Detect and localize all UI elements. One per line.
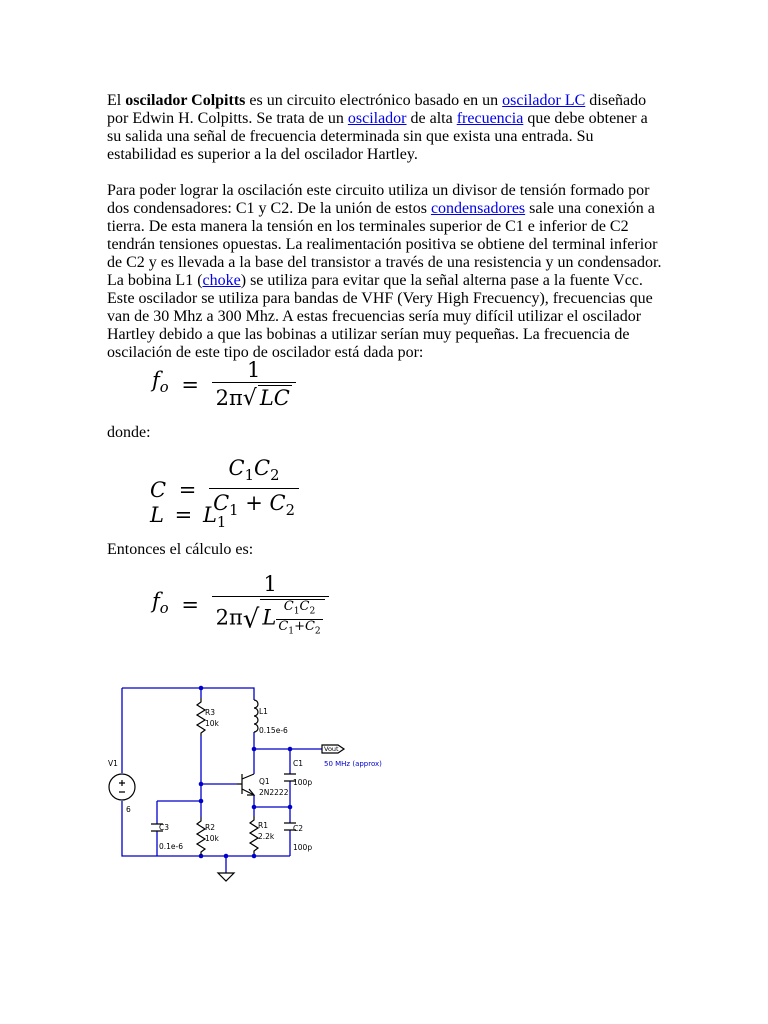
source-polarity	[119, 780, 125, 792]
junction-dot	[224, 854, 229, 859]
symbol-l: L	[262, 605, 277, 630]
plus-sign: +	[245, 491, 263, 516]
resistor-r2	[197, 817, 205, 855]
label-q1: Q1	[259, 777, 270, 786]
inner-fraction	[276, 600, 322, 638]
link-oscilador-lc[interactable]: oscilador LC	[502, 92, 586, 109]
label-r3: R3	[205, 708, 215, 717]
subscript: 2	[285, 502, 295, 520]
equals-sign: =	[181, 372, 199, 397]
ground-symbol	[218, 873, 234, 881]
text-run: sale una conexión a tierra. De esta manera la tensión en los terminales superior de C1 e inferior de C2 tendrán tensiones opuestas. La realimentación positiva se obtiene del terminal inferior de C2 y es llevada a la base del transistor a través de una resistencia y un condensador. La bobina L1 (	[107, 200, 662, 289]
label-frequency: 50 MHz (approx)	[324, 760, 382, 768]
link-oscilador[interactable]: oscilador	[347, 110, 407, 127]
fraction	[212, 358, 296, 411]
component-labels	[108, 707, 382, 852]
resistor-r1	[250, 816, 258, 854]
value-c2: 100p	[293, 843, 313, 852]
subscript: 1	[229, 502, 239, 520]
formula-lhs	[150, 478, 166, 502]
value-c3: 0.1e-6	[159, 842, 184, 851]
symbol-o: o	[159, 379, 169, 397]
subscript: 1	[293, 606, 300, 617]
two-pi: 2π	[215, 605, 243, 630]
radicand	[258, 385, 292, 410]
radicand	[260, 599, 324, 638]
fraction	[212, 572, 329, 638]
label-r1: R1	[258, 821, 268, 830]
subscript: 2	[309, 606, 316, 617]
symbol-c: C	[228, 456, 245, 480]
paragraph-intro	[107, 92, 662, 164]
text-run: que debe obtener a su salida una señal de frecuencia determinada sin que exista una entrada. Su estabilidad es superior a la del oscilador Hartley.	[107, 110, 648, 163]
junction-dot	[252, 805, 257, 810]
resistor-r3	[197, 698, 205, 736]
formula-frequency	[152, 358, 296, 411]
wire-top-rail	[122, 688, 254, 700]
symbol-lc: LC	[259, 386, 290, 410]
subscript: 1	[288, 626, 295, 637]
inductor-l1	[254, 700, 258, 732]
numerator: 1	[263, 572, 277, 596]
symbol-c: C	[278, 618, 289, 634]
formula-lhs	[152, 589, 169, 621]
value-c1: 100p	[293, 778, 313, 787]
symbol-c: C	[213, 491, 230, 516]
label-c3: C3	[159, 823, 170, 832]
text-run: El	[107, 92, 126, 109]
symbol-c: C	[283, 599, 294, 614]
transistor-base	[237, 774, 242, 794]
symbol-c: C	[253, 456, 271, 480]
value-r2: 10k	[205, 834, 219, 843]
subscript: 2	[270, 467, 280, 485]
subscript: 2	[314, 626, 321, 637]
sqrt-symbol: √	[242, 386, 257, 411]
bold-term: oscilador Colpitts	[125, 92, 246, 109]
inner-numerator	[276, 600, 322, 619]
equals-sign: =	[178, 477, 197, 502]
value-q1: 2N2222	[259, 788, 289, 797]
numerator	[209, 456, 299, 488]
voltage-source-v1	[109, 774, 135, 800]
denominator	[212, 382, 296, 411]
formula-inductance	[150, 503, 226, 535]
sqrt-symbol: √	[242, 604, 260, 635]
text-run: diseñado por Edwin H. Colpitts. Se trata de un	[107, 92, 647, 127]
two-pi: 2π	[215, 386, 243, 410]
subscript: 1	[216, 514, 227, 532]
junction-dot	[252, 854, 257, 859]
symbol-l: L	[150, 503, 164, 527]
paragraph-explanation	[107, 182, 662, 362]
transistor-leads	[242, 774, 254, 795]
link-frecuencia[interactable]: frecuencia	[456, 110, 524, 127]
formula-final	[152, 572, 329, 638]
link-choke[interactable]: choke	[202, 272, 241, 289]
inner-denominator	[276, 619, 322, 639]
junction-dot	[199, 799, 204, 804]
label-v1: V1	[108, 759, 118, 768]
symbol-c: C	[299, 599, 310, 614]
symbol-c: C	[269, 491, 286, 516]
link-condensadores[interactable]: condensadores	[430, 200, 526, 217]
text-run: ) se utiliza para evitar que la señal alterna pase a la fuente Vcc. Este oscilador se utiliza para bandas de VHF (Very High Frecuency), frecuencias que van de 30 Mhz a 300 Mhz. A estas frecuencias sería muy difícil utilizar el oscilador Hartley debido a que las bobinas a utilizar serían muy pequeñas. La frecuencia de oscilación de este tipo de oscilador está dada por:	[107, 272, 653, 361]
symbol-l: L	[202, 503, 217, 527]
numerator: 1	[247, 358, 261, 382]
text-run: de alta	[406, 110, 457, 127]
value-v1: 6	[126, 805, 131, 814]
junction-dot	[199, 686, 204, 691]
paragraph-donde: donde:	[107, 424, 151, 441]
label-r2: R2	[205, 823, 215, 832]
denominator	[212, 596, 329, 638]
colpitts-circuit-diagram	[100, 670, 420, 890]
junction-dot	[288, 805, 293, 810]
formula-lhs	[152, 368, 169, 400]
value-l1: 0.15e-6	[259, 726, 288, 735]
label-c2: C2	[293, 824, 304, 833]
paragraph-calculo: Entonces el cálculo es:	[107, 541, 254, 558]
subscript: 1	[244, 467, 254, 485]
equals-sign: =	[174, 503, 193, 527]
symbol-c: C	[150, 477, 167, 502]
label-c1: C1	[293, 759, 304, 768]
junction-dot	[199, 782, 204, 787]
symbol-c: C	[304, 618, 315, 634]
value-r1: 2.2k	[258, 832, 275, 841]
junction-dot	[252, 747, 257, 752]
junction-dot	[288, 747, 293, 752]
symbol-o: o	[159, 600, 169, 618]
plus-sign: +	[294, 618, 305, 634]
symbol-f: f	[152, 368, 160, 393]
text-run: Para poder lograr la oscilación este circuito utiliza un divisor de tensión formado por dos condensadores: C1 y C2. De la unión de estos	[107, 182, 650, 217]
label-vout: Vout	[324, 745, 339, 753]
label-l1: L1	[259, 707, 268, 716]
value-r3: 10k	[205, 719, 219, 728]
circuit-components	[109, 698, 344, 881]
text-run: es un circuito electrónico basado en un	[245, 92, 503, 109]
symbol-f: f	[152, 589, 160, 613]
equals-sign: =	[181, 593, 199, 618]
